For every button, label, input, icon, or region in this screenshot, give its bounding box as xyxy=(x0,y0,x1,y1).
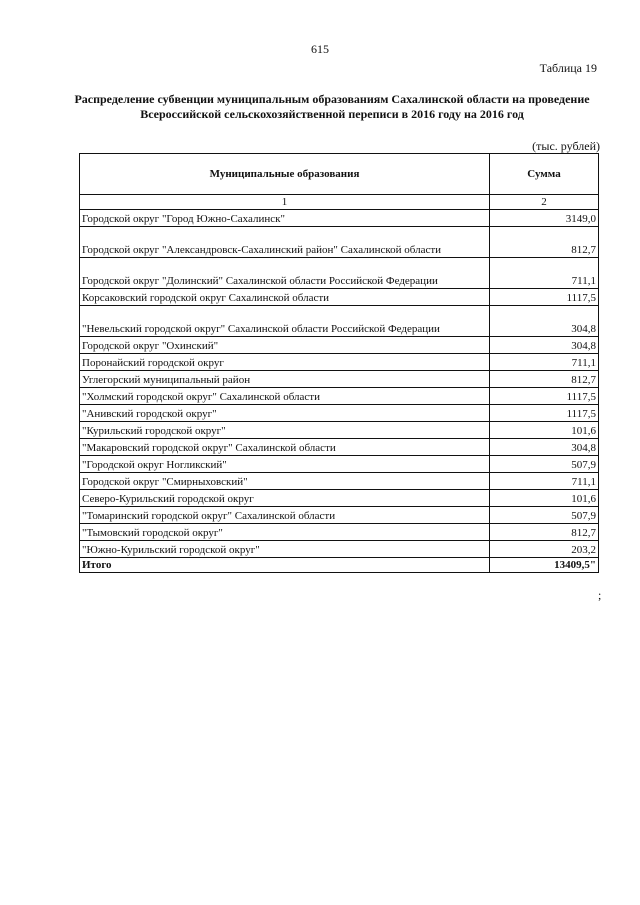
table-header-row xyxy=(80,154,599,195)
table-row xyxy=(80,289,599,306)
table-row xyxy=(80,388,599,405)
subvention-sum: 711,1 xyxy=(490,473,599,490)
municipality-name: Углегорский муниципальный район xyxy=(80,371,490,388)
subvention-table xyxy=(79,153,599,573)
table-row xyxy=(80,507,599,524)
subvention-sum: 711,1 xyxy=(490,258,599,289)
table-row xyxy=(80,371,599,388)
table-row xyxy=(80,439,599,456)
table-row xyxy=(80,422,599,439)
municipality-name: Городской округ "Александровск-Сахалинский район" Сахалинской области xyxy=(80,227,490,258)
units-label: (тыс. рублей) xyxy=(532,139,600,153)
table-row xyxy=(80,306,599,337)
municipality-name: Городской округ "Смирныховский" xyxy=(80,473,490,490)
table-row xyxy=(80,524,599,541)
municipality-name: Северо-Курильский городской округ xyxy=(80,490,490,507)
subvention-sum: 1117,5 xyxy=(490,289,599,306)
table-body xyxy=(80,210,599,558)
subvention-sum: 304,8 xyxy=(490,337,599,354)
municipality-name: Корсаковский городской округ Сахалинской области xyxy=(80,289,490,306)
municipality-name: Поронайский городской округ xyxy=(80,354,490,371)
subvention-sum: 101,6 xyxy=(490,422,599,439)
table-label: Таблица 19 xyxy=(539,61,597,75)
column-number-row xyxy=(80,195,599,210)
header-municipalities: Муниципальные образования xyxy=(80,154,490,195)
total-label: Итого xyxy=(80,558,490,573)
table-row xyxy=(80,405,599,422)
municipality-name: Городской округ "Город Южно-Сахалинск" xyxy=(80,210,490,227)
municipality-name: "Южно-Курильский городской округ" xyxy=(80,541,490,558)
table-row xyxy=(80,227,599,258)
municipality-name: "Тымовский городской округ" xyxy=(80,524,490,541)
subvention-sum: 1117,5 xyxy=(490,405,599,422)
municipality-name: "Городской округ Ногликский" xyxy=(80,456,490,473)
municipality-name: "Невельский городской округ" Сахалинской области Российской Федерации xyxy=(80,306,490,337)
table-row xyxy=(80,541,599,558)
table-row xyxy=(80,210,599,227)
table-row xyxy=(80,490,599,507)
municipality-name: "Курильский городской округ" xyxy=(80,422,490,439)
subvention-sum: 507,9 xyxy=(490,507,599,524)
subvention-sum: 203,2 xyxy=(490,541,599,558)
subvention-sum: 1117,5 xyxy=(490,388,599,405)
subvention-sum: 812,7 xyxy=(490,524,599,541)
table-row xyxy=(80,456,599,473)
municipality-name: "Макаровский городской округ" Сахалинской области xyxy=(80,439,490,456)
closing-punctuation: ; xyxy=(598,588,602,602)
municipality-name: "Анивский городской округ" xyxy=(80,405,490,422)
column-number-2: 2 xyxy=(490,195,599,210)
municipality-name: Городской округ "Охинский" xyxy=(80,337,490,354)
municipality-name: "Холмский городской округ" Сахалинской области xyxy=(80,388,490,405)
subvention-sum: 3149,0 xyxy=(490,210,599,227)
municipality-name: Городской округ "Долинский" Сахалинской области Российской Федерации xyxy=(80,258,490,289)
header-sum: Сумма xyxy=(490,154,599,195)
subvention-sum: 812,7 xyxy=(490,371,599,388)
page-number: 615 xyxy=(311,42,329,56)
municipality-name: "Томаринский городской округ" Сахалинской области xyxy=(80,507,490,524)
document-title: Распределение субвенции муниципальным образованиям Сахалинской области на проведение Всероссийской сельскохозяйственной переписи в 2016 году на 2016 год xyxy=(74,92,590,121)
table-row xyxy=(80,473,599,490)
subvention-sum: 507,9 xyxy=(490,456,599,473)
table-row xyxy=(80,337,599,354)
subvention-sum: 812,7 xyxy=(490,227,599,258)
subvention-sum: 304,8 xyxy=(490,439,599,456)
subvention-sum: 304,8 xyxy=(490,306,599,337)
subvention-sum: 101,6 xyxy=(490,490,599,507)
total-sum: 13409,5" xyxy=(490,558,599,573)
column-number-1: 1 xyxy=(80,195,490,210)
total-row xyxy=(80,558,599,573)
table-row xyxy=(80,258,599,289)
subvention-sum: 711,1 xyxy=(490,354,599,371)
table-row xyxy=(80,354,599,371)
